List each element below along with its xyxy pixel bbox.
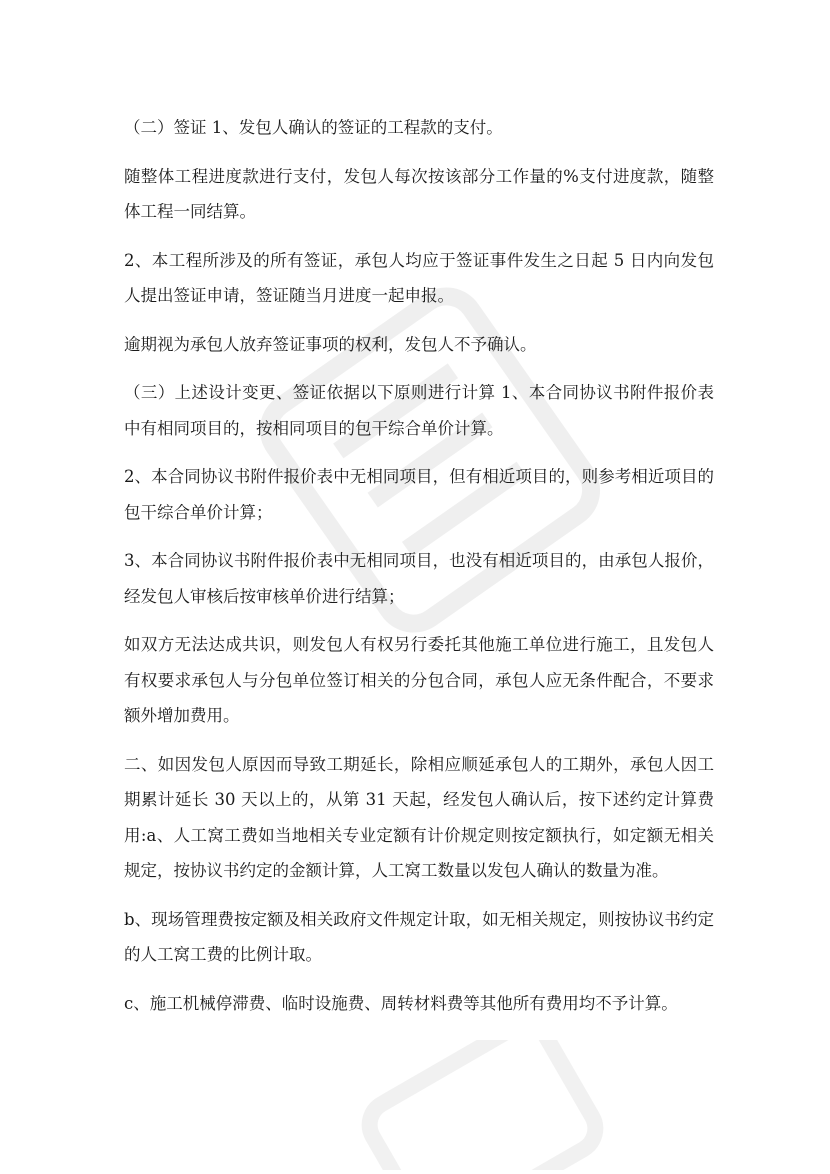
paragraph: c、施工机械停滞费、临时设施费、周转材料费等其他所有费用均不予计算。 xyxy=(124,993,678,1013)
paragraph: 逾期视为承包人放弃签证事项的权利，发包人不予确认。 xyxy=(124,334,537,354)
paragraph: b、现场管理费按定额及相关政府文件规定计取，如无相关规定，则按协议书约定的人工窝工费的比例计取。 xyxy=(124,909,714,964)
paragraph: 随整体工程进度款进行支付，发包人每次按该部分工作量的%支付进度款，随整体工程一同结算。 xyxy=(124,166,714,221)
document-body xyxy=(124,110,714,1034)
watermark-fragment-icon xyxy=(330,1040,610,1170)
paragraph: 3、本合同协议书附件报价表中无相同项目，也没有相近项目的，由承包人报价，经发包人审核后按审核单价进行结算； xyxy=(124,551,714,606)
paragraph: 如双方无法达成共识，则发包人有权另行委托其他施工单位进行施工，且发包人有权要求承包人与分包单位签订相关的分包合同，承包人应无条件配合，不要求额外增加费用。 xyxy=(124,635,714,725)
paragraph: 2、本合同协议书附件报价表中无相同项目，但有相近项目的，则参考相近项目的包干综合单价计算； xyxy=(124,467,714,522)
paragraph: （三）上述设计变更、签证依据以下原则进行计算 1、本合同协议书附件报价表中有相同项目的，按相同项目的包干综合单价计算。 xyxy=(124,383,714,438)
paragraph: 2、本工程所涉及的所有签证，承包人均应于签证事件发生之日起 5 日内向发包人提出签证申请，签证随当月进度一起申报。 xyxy=(124,250,714,305)
paragraph: 二、如因发包人原因而导致工期延长，除相应顺延承包人的工期外，承包人因工期累计延长 30 天以上的，从第 31 天起，经发包人确认后，按下述约定计算费用:a、人工窝工费如当地相关专业定额有计价规定则按定额执行，如定额无相关规定，按协议书约定的金额计算，人工窝工数量以发包人确认的数量为准。 xyxy=(124,754,714,880)
paragraph: （二）签证 1、发包人确认的签证的工程款的支付。 xyxy=(124,118,503,137)
